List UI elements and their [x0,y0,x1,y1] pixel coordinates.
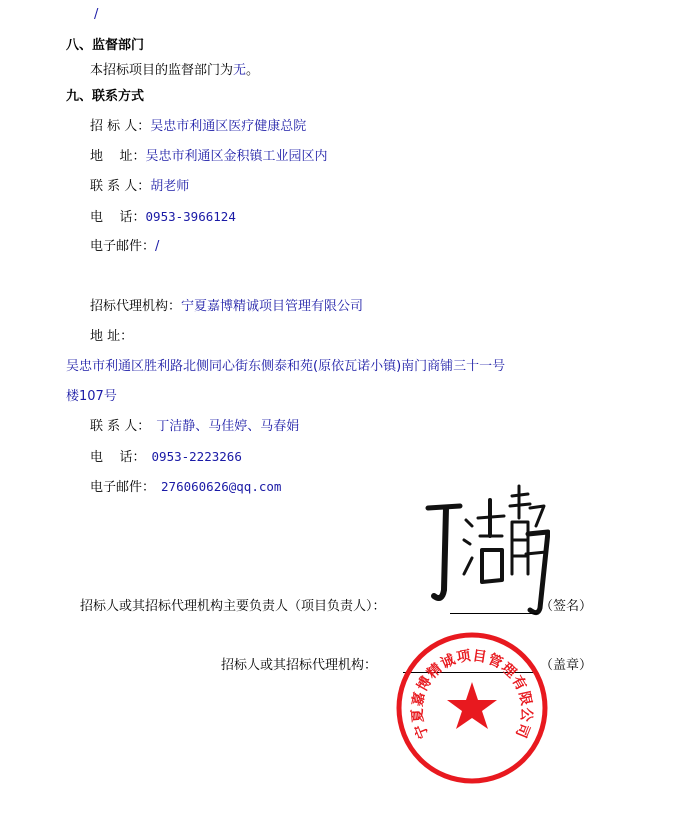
agency-contact-row [90,418,299,436]
company-seal [394,630,550,786]
agency-phone-label: 电 话： [90,450,146,465]
supervision-suffix: 。 [246,63,260,78]
agency-address-line2: 楼107号 [66,389,117,404]
contact-value: 胡老师 [150,179,190,194]
seal-text: 宁夏嘉博精诚项目管理有限公司 [409,647,535,741]
address-label: 地 址： [90,149,146,164]
agency-email-label: 电子邮件： [90,480,156,495]
agency-phone-value: 0953-2223266 [151,449,242,464]
agency-sign-suffix: （盖章） [540,658,593,673]
agency-address-label: 地 址： [90,329,134,344]
handwritten-signature [420,478,550,618]
email-row [90,238,159,256]
phone-value: 0953-3966124 [145,209,236,224]
supervision-line [90,62,259,80]
agency-value: 宁夏嘉博精诚项目管理有限公司 [181,299,364,314]
tenderer-value: 吴忠市利通区医疗健康总院 [150,119,307,134]
phone-label: 电 话： [90,210,146,225]
agency-phone-row [90,448,242,467]
email-label: 电子邮件： [90,239,156,254]
tenderer-row [90,118,306,136]
agency-contact-label: 联 系 人： [90,419,151,434]
agency-row [90,298,363,316]
agency-sign-label: 招标人或其招标代理机构： [221,658,378,673]
agency-label: 招标代理机构： [90,299,182,314]
tenderer-label: 招 标 人： [90,119,151,134]
agency-contact-value: 丁洁静、马佳婷、马春娟 [156,419,300,434]
signature-line [450,613,538,614]
email-value: / [155,239,160,254]
address-value: 吴忠市利通区金积镇工业园区内 [145,149,328,164]
agency-address-line1: 吴忠市利通区胜利路北侧同心街东侧泰和苑(原依瓦诺小镇)南门商铺三十一号 [66,359,506,374]
agency-email-value: 276060626@qq.com [161,479,282,494]
supervision-prefix: 本招标项目的监督部门为 [90,63,234,78]
agency-email-row [90,478,281,497]
supervision-value: 无 [233,63,247,78]
section-8-heading: 八、监督部门 [66,38,145,53]
responsible-suffix: （签名） [540,599,593,614]
responsible-label: 招标人或其招标代理机构主要负责人（项目负责人）： [80,599,386,614]
top-slash: / [94,7,99,22]
address-row [90,148,328,166]
contact-row [90,178,189,196]
seal-star-icon [447,682,497,729]
section-9-heading: 九、联系方式 [66,89,145,104]
phone-row [90,208,236,227]
contact-label: 联 系 人： [90,179,151,194]
